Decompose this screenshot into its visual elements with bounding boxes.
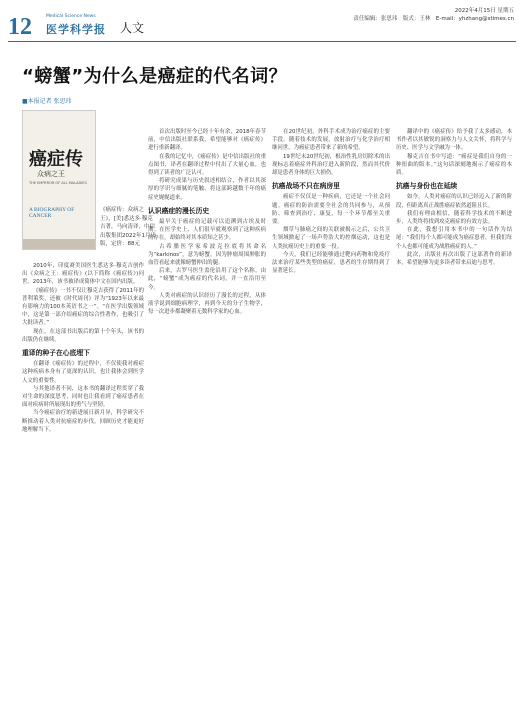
column-2 [148, 128, 266, 316]
paragraph: 在我的记忆中，《癌症传》是中信出版社的重点图书，译者在翻译过程中付出了大量心血，也得到了读者的广泛认可。 [148, 153, 266, 177]
paper-name-english: Medical Science News [46, 14, 96, 19]
paragraph: 此次，出版社再次出版了这部著作的新译本，希望能够为更多读者带来启迪与思考。 [396, 251, 512, 267]
subheading-2: 认识癌症的漫长历史 [148, 206, 210, 215]
page-header [0, 0, 524, 50]
paragraph: 如今，人类对癌症的认识已经迈入了新的阶段，但距离真正战胜癌症依然道阻且长。 [396, 194, 512, 209]
paragraph: 最早关于癌症的记载可以追溯到古埃及时期。在医学史上，人们很早就观察到了这种疾病的存在，却始终对其本质知之甚少。 [148, 219, 266, 242]
paragraph: 人类对癌症的认识经历了漫长的过程，从体液学说到细胞病理学，再到今天的分子生物学，每一次进步都凝聚着无数科学家的心血。 [148, 292, 266, 316]
book-cover-image [22, 110, 96, 250]
subheading-3: 抗癌战场不只在病房里 [272, 182, 340, 191]
subheading-1: 重译的种子在心底埋下 [22, 349, 90, 358]
image-caption: 《癌症传：众病之王》，[美]悉达多·穆克吉著，马向涛译，中信出版集团2022年1月出版，定价：88元 [100, 207, 156, 248]
paragraph: 古希腊医学家希波克拉底将其命名为“karkinos”，意为螃蟹，因为肿瘤周围肿胀的血管看起来就像螃蟹伸出的腿。 [148, 243, 266, 267]
paragraph: 后来，古罗马医生盖伦沿用了这个名称。由此，“螃蟹”成为癌症的代名词，并一直沿用至今。 [148, 268, 266, 291]
paragraph: 烟草与肺癌之间的关联被揭示之后，公共卫生领域掀起了一场声势浩大的控烟运动，这也是人类抗癌历史上的重要一役。 [272, 227, 390, 250]
paper-name: 医学科学报 [46, 23, 106, 36]
date-line: 2022年4月15日 星期五 [454, 8, 514, 14]
paragraph: 2010年，印度裔美国医生悉达多·穆克吉创作出《众病之王：癌症传》(以下简称《癌症传》)问世。2013年，该书被译成简体中文在国内出版。 [22, 263, 144, 286]
paragraph: 现在，在这部书出版后的第十个年头，该书的出版仍在继续。 [22, 328, 144, 343]
article-byline: ■本报记者 张思玮 [22, 98, 72, 105]
article-title: “螃蟹”为什么是癌症的代名词？ [22, 66, 288, 87]
paragraph: 将研究成果与历史叙述相结合，作者以其深厚的学识与细腻的笔触，将这部跨越数千年的癌症史娓娓道来。 [148, 178, 266, 201]
paragraph: 我们有理由相信，随着科学技术的不断进步，人类终将找到攻克癌症的有效方法。 [396, 210, 512, 226]
paragraph: 癌症不仅仅是一种疾病，它还是一个社会问题。癌症的防治需要全社会的共同参与，从预防、筛查到治疗、康复，每一个环节都至关重要。 [272, 194, 390, 226]
column-1 [22, 262, 144, 434]
paragraph: 在此，我想引用本书中的一句话作为结尾：“我们每个人都可能成为癌症患者，但我们每个人也都可能成为战胜癌症的人。” [396, 227, 512, 250]
paragraph: 在翻译《癌症传》的过程中，不仅使我对癌症这种疾病本身有了更深的认识，也让我体会到医学人文的重要性。 [22, 361, 144, 384]
book-cover-band [23, 239, 95, 249]
column-4 [396, 128, 512, 267]
header-rule [8, 41, 516, 42]
paragraph: 穆克吉在书中写道：“癌症是我们自身的一种扭曲的版本。”这句话深刻地揭示了癌症的本质。 [396, 153, 512, 177]
book-cover-english-sub: A BIOGRAPHY OF CANCER [29, 207, 75, 219]
section-label: 人文 [120, 21, 145, 35]
paragraph: 与其他译者不同，这本书的翻译过程贯穿了我对生命的深度思考，同时也让我看到了癌症患者在面对疾病时所展现出的勇气与坚韧。 [22, 385, 144, 409]
column-3 [272, 128, 390, 275]
paragraph: 翻译中的《癌症传》给予我了太多感动，本书作者以其敏锐的洞察力与人文关怀，将科学与历史、医学与文学融为一体。 [396, 129, 512, 152]
book-cover-english: THE EMPEROR OF ALL MALADIES [29, 181, 87, 185]
paragraph: 19世纪末20世纪初，根治性乳房切除术的出现标志着癌症外科治疗进入新阶段，然而其代价却是患者身体的巨大损伤。 [272, 153, 390, 177]
contact-line: 责任编辑：张思玮 版式：王林 E-mail：yhzhang@stimes.cn [353, 16, 514, 22]
paragraph: 在20世纪初，外科手术成为治疗癌症的主要手段。随着技术的发展，放射治疗与化学治疗相继问世，为癌症患者带来了新的希望。 [272, 129, 390, 152]
paragraph: 首次出版时至今已经十年有余，2018年春节前，中信出版社联系我，希望能够对《癌症传》进行重新翻译。 [148, 129, 266, 152]
subheading-4: 抗癌与身份也在延续 [396, 182, 458, 191]
book-cover-title: 癌症传 [29, 149, 83, 169]
paragraph: 今天，我们已经能够通过靶向药物和免疫疗法来治疗某些类型的癌症，患者的生存期得到了显著延长。 [272, 251, 390, 275]
paragraph: 《癌症传》一书不仅让穆克吉获得了2011年的普利策奖，还被《时代周刊》评为“1923年以来最有影响力的100本英语书之一”。“在医学出版领域中，这是第一部介绍癌症的综合性著作，也吸引了大批读者。” [22, 287, 144, 327]
book-cover-subtitle: 众病之王 [37, 170, 65, 178]
paragraph: 当今癌症治疗的新进展日新月异，科学研究不断推动着人类对抗癌症的步伐，回顾历史才能更好地理解当下。 [22, 410, 144, 433]
page-number: 12 [8, 14, 32, 40]
